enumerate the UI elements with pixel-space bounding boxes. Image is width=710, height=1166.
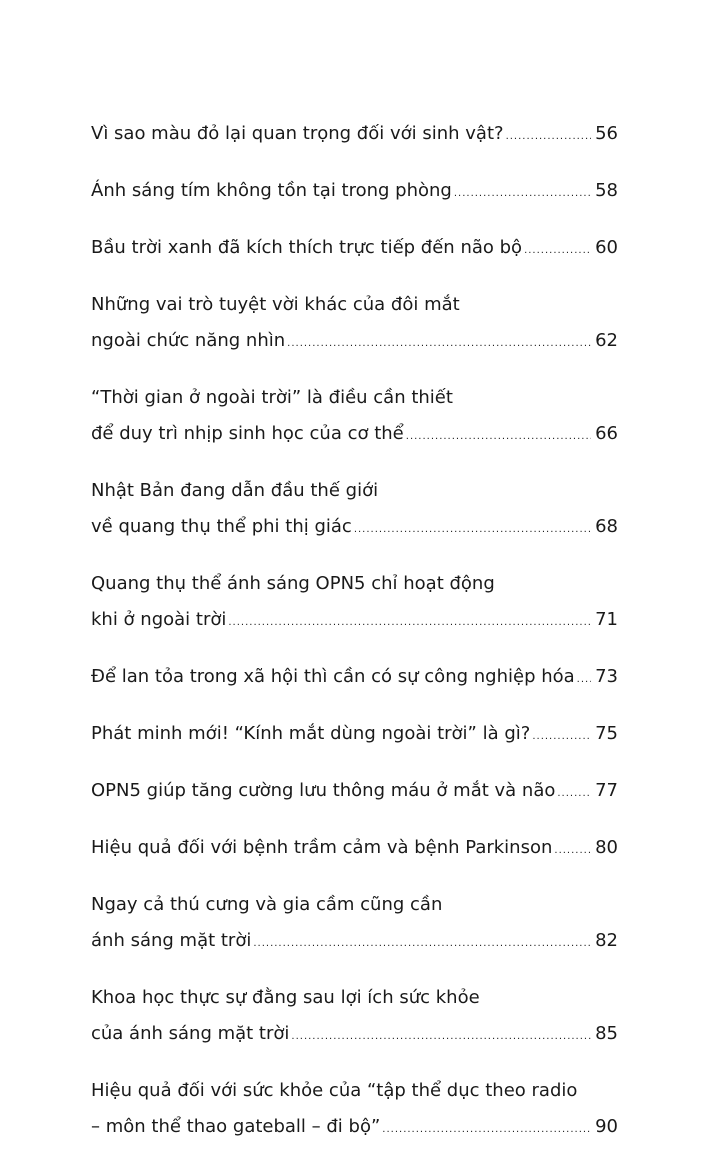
toc-entry[interactable]: [91, 230, 618, 269]
dot-leader: [524, 233, 591, 269]
dot-leader: [287, 326, 591, 362]
toc-entry[interactable]: [91, 173, 618, 212]
toc-entry[interactable]: [91, 566, 618, 641]
toc-entry[interactable]: [91, 716, 618, 755]
toc-page-number: 75: [595, 723, 618, 744]
toc-page-number: 56: [595, 123, 618, 144]
toc-page-number: 66: [595, 423, 618, 444]
toc-entry-title-line: để duy trì nhịp sinh học của cơ thể: [91, 423, 404, 444]
toc-entry[interactable]: [91, 380, 618, 455]
toc-entry-title-line: ngoài chức năng nhìn: [91, 330, 286, 351]
toc-entry-last-line: [91, 1016, 618, 1055]
dot-leader: [557, 776, 591, 812]
dot-leader: [454, 176, 591, 212]
dot-leader: [382, 1112, 591, 1148]
toc-page-number: 60: [595, 237, 618, 258]
toc-entry[interactable]: [91, 1073, 618, 1148]
toc-entry[interactable]: [91, 116, 618, 155]
toc-page-number: 90: [595, 1116, 618, 1137]
toc-entry-title-line: Phát minh mới! “Kính mắt dùng ngoài trời” là gì?: [91, 723, 531, 744]
toc-entry[interactable]: [91, 473, 618, 548]
toc-entry-title-line: Khoa học thực sự đằng sau lợi ích sức khỏe: [91, 987, 480, 1008]
toc-entry-title-line: – môn thể thao gateball – đi bộ”: [91, 1116, 381, 1137]
dot-leader: [406, 419, 591, 455]
toc-entry[interactable]: [91, 887, 618, 962]
toc-entry-title-line: ánh sáng mặt trời: [91, 930, 252, 951]
toc-entry-last-line: [91, 659, 618, 698]
toc-page-number: 58: [595, 180, 618, 201]
toc-entry-last-line: [91, 509, 618, 548]
toc-page-number: 85: [595, 1023, 618, 1044]
toc-entry-title-line: Ánh sáng tím không tồn tại trong phòng: [91, 180, 452, 201]
toc-entry[interactable]: [91, 659, 618, 698]
toc-entry-last-line: [91, 323, 618, 362]
toc-entry-title-line: Ngay cả thú cưng và gia cầm cũng cần: [91, 894, 443, 915]
toc-entry-title-line: Quang thụ thể ánh sáng OPN5 chỉ hoạt động: [91, 573, 495, 594]
dot-leader: [577, 662, 591, 698]
dot-leader: [532, 719, 591, 755]
toc-page-number: 77: [595, 780, 618, 801]
toc-entry-last-line: [91, 602, 618, 641]
toc-entry-last-line: [91, 116, 618, 155]
toc-entry-last-line: [91, 173, 618, 212]
toc-entry[interactable]: [91, 830, 618, 869]
toc-entry-title-line: Hiệu quả đối với bệnh trầm cảm và bệnh Parkinson: [91, 837, 553, 858]
toc-page-number: 82: [595, 930, 618, 951]
toc-page-number: 73: [595, 666, 618, 687]
table-of-contents: [91, 116, 618, 1166]
toc-entry-title-line: Hiệu quả đối với sức khỏe của “tập thể dục theo radio: [91, 1080, 578, 1101]
dot-leader: [291, 1019, 591, 1055]
toc-entry-last-line: [91, 923, 618, 962]
toc-entry-title-line: “Thời gian ở ngoài trời” là điều cần thiết: [91, 387, 453, 408]
dot-leader: [554, 833, 591, 869]
toc-entry-title-line: khi ở ngoài trời: [91, 609, 227, 630]
toc-entry-last-line: [91, 230, 618, 269]
dot-leader: [228, 605, 591, 641]
toc-entry-title-line: Nhật Bản đang dẫn đầu thế giới: [91, 480, 379, 501]
toc-entry-last-line: [91, 773, 618, 812]
toc-entry-title-line: OPN5 giúp tăng cường lưu thông máu ở mắt và não: [91, 780, 556, 801]
dot-leader: [253, 926, 591, 962]
toc-entry[interactable]: [91, 773, 618, 812]
toc-entry[interactable]: [91, 287, 618, 362]
dot-leader: [354, 512, 591, 548]
dot-leader: [506, 119, 592, 155]
toc-entry-last-line: [91, 716, 618, 755]
toc-entry-title-line: Bầu trời xanh đã kích thích trực tiếp đến não bộ: [91, 237, 523, 258]
toc-entry-last-line: [91, 416, 618, 455]
toc-entry-last-line: [91, 1109, 618, 1148]
toc-page-number: 68: [595, 516, 618, 537]
toc-entry-title-line: Vì sao màu đỏ lại quan trọng đối với sinh vật?: [91, 123, 504, 144]
toc-entry-title-line: Những vai trò tuyệt vời khác của đôi mắt: [91, 294, 460, 315]
toc-page-number: 80: [595, 837, 618, 858]
toc-page-number: 71: [595, 609, 618, 630]
toc-entry-last-line: [91, 830, 618, 869]
toc-page-number: 62: [595, 330, 618, 351]
toc-entry-title-line: Để lan tỏa trong xã hội thì cần có sự công nghiệp hóa: [91, 666, 575, 687]
toc-entry-title-line: về quang thụ thể phi thị giác: [91, 516, 352, 537]
toc-entry-title-line: của ánh sáng mặt trời: [91, 1023, 290, 1044]
toc-entry[interactable]: [91, 980, 618, 1055]
